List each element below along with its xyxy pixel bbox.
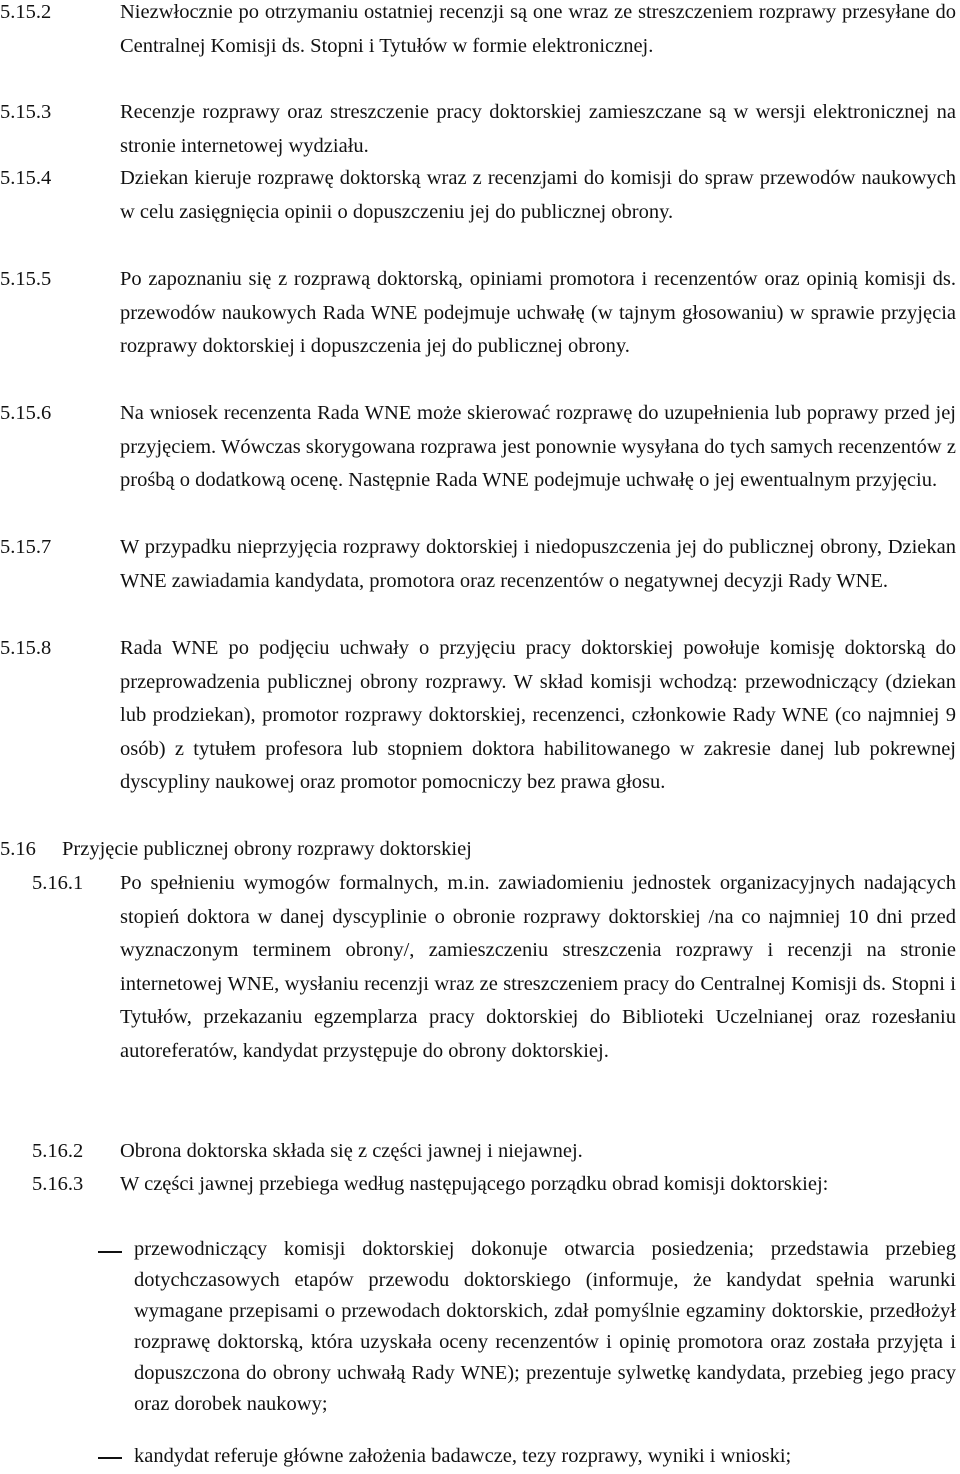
paragraph-text: Obrona doktorska składa się z części jawnej i niejawnej.: [120, 1140, 583, 1162]
paragraph-number: 5.15.2: [0, 1, 52, 23]
paragraph-number: 5.15.4: [0, 167, 52, 189]
paragraph-number: 5.15.5: [0, 268, 52, 290]
paragraph-text: Na wniosek recenzenta Rada WNE może skierować rozprawę do uzupełnienia lub poprawy przed jej przyjęciem. Wówczas skorygowana rozprawa jest ponownie wysyłana do tych samych recenzentów z prośbą o dodatkową ocenę. Następnie Rada WNE podejmuje uchwałę o jej ewentualnym przyjęciu.: [120, 402, 956, 492]
dash-bullet-icon: [98, 1457, 122, 1459]
paragraph-text: Po spełnieniu wymogów formalnych, m.in. zawiadomieniu jednostek organizacyjnych nadających stopień doktora w danej dyscyplinie o obronie rozprawy doktorskiej /na co najmniej 10 dni przed wyznaczonym terminem obrony/, zamieszczeniu streszczenia rozprawy i recenzji na stronie internetowej WNE, wysłaniu recenzji wraz ze streszczeniem pracy do Centralnej Komisji ds. Stopni i Tytułów, przekazaniu egzemplarza pracy doktorskiej do Biblioteki Uczelnianej oraz rozesłaniu autoreferatów, kandydat przystępuje do obrony doktorskiej.: [120, 872, 956, 1062]
paragraph-text: W przypadku nieprzyjęcia rozprawy doktorskiej i niedopuszczenia jej do publicznej obrony, Dziekan WNE zawiadamia kandydata, promotora oraz recenzentów o negatywnej decyzji Rady WNE.: [120, 536, 956, 592]
dash-bullet-icon: [98, 1251, 122, 1253]
list-item-text: kandydat referuje główne założenia badawcze, tezy rozprawy, wyniki i wnioski;: [134, 1445, 792, 1467]
list-item-text: przewodniczący komisji doktorskiej dokonuje otwarcia posiedzenia; przedstawia przebieg dotychczasowych etapów przewodu doktorskiego (informuje, że kandydat spełnia warunki wymagane przepisami o przewodach doktorskich, zdał pomyślnie egzaminy doktorskie, przedłożył rozprawę doktorską, która uzyskała oceny recenzentów i opinię promotora oraz została przyjęta i dopuszczona do obrony uchwałą Rady WNE); prezentuje sylwetkę kandydata, przebieg jego pracy oraz dorobek naukowy;: [134, 1238, 956, 1415]
paragraph-text: Recenzje rozprawy oraz streszczenie pracy doktorskiej zamieszczane są w wersji elektronicznej na stronie internetowej wydziału.: [120, 101, 956, 157]
paragraph-number: 5.15.7: [0, 536, 52, 558]
section-title: Przyjęcie publicznej obrony rozprawy doktorskiej: [62, 838, 472, 860]
paragraph-number: 5.16.3: [32, 1173, 84, 1195]
paragraph-text: Po zapoznaniu się z rozprawą doktorską, opiniami promotora i recenzentów oraz opinią komisji ds. przewodów naukowych Rada WNE podejmuje uchwałę (w tajnym głosowaniu) w sprawie przyjęcia rozprawy doktorskiej i dopuszczenia jej do publicznej obrony.: [120, 268, 956, 358]
paragraph-number: 5.15.6: [0, 402, 52, 424]
paragraph-number: 5.16.1: [32, 872, 84, 894]
paragraph-text: Dziekan kieruje rozprawę doktorską wraz z recenzjami do komisji do spraw przewodów naukowych w celu zasięgnięcia opinii o dopuszczeniu jej do publicznej obrony.: [120, 167, 956, 223]
paragraph-text: Niezwłocznie po otrzymaniu ostatniej recenzji są one wraz ze streszczeniem rozprawy przesyłane do Centralnej Komisji ds. Stopni i Tytułów w formie elektronicznej.: [120, 1, 956, 57]
paragraph-number: 5.16.2: [32, 1140, 84, 1162]
paragraph-number: 5.15.3: [0, 101, 52, 123]
paragraph-number: 5.15.8: [0, 637, 52, 659]
paragraph-text: W części jawnej przebiega według następującego porządku obrad komisji doktorskiej:: [120, 1173, 829, 1195]
paragraph-text: Rada WNE po podjęciu uchwały o przyjęciu pracy doktorskiej powołuje komisję doktorską do przeprowadzenia publicznej obrony rozprawy. W skład komisji wchodzą: przewodniczący (dziekan lub prodziekan), promotor rozprawy doktorskiej, recenzenci, członkowie Rady WNE (co najmniej 9 osób) z tytułem profesora lub stopniem doktora habilitowanego w zakresie danej lub pokrewnej dyscypliny naukowej oraz promotor pomocniczy bez prawa głosu.: [120, 637, 956, 794]
section-number: 5.16: [0, 838, 36, 860]
